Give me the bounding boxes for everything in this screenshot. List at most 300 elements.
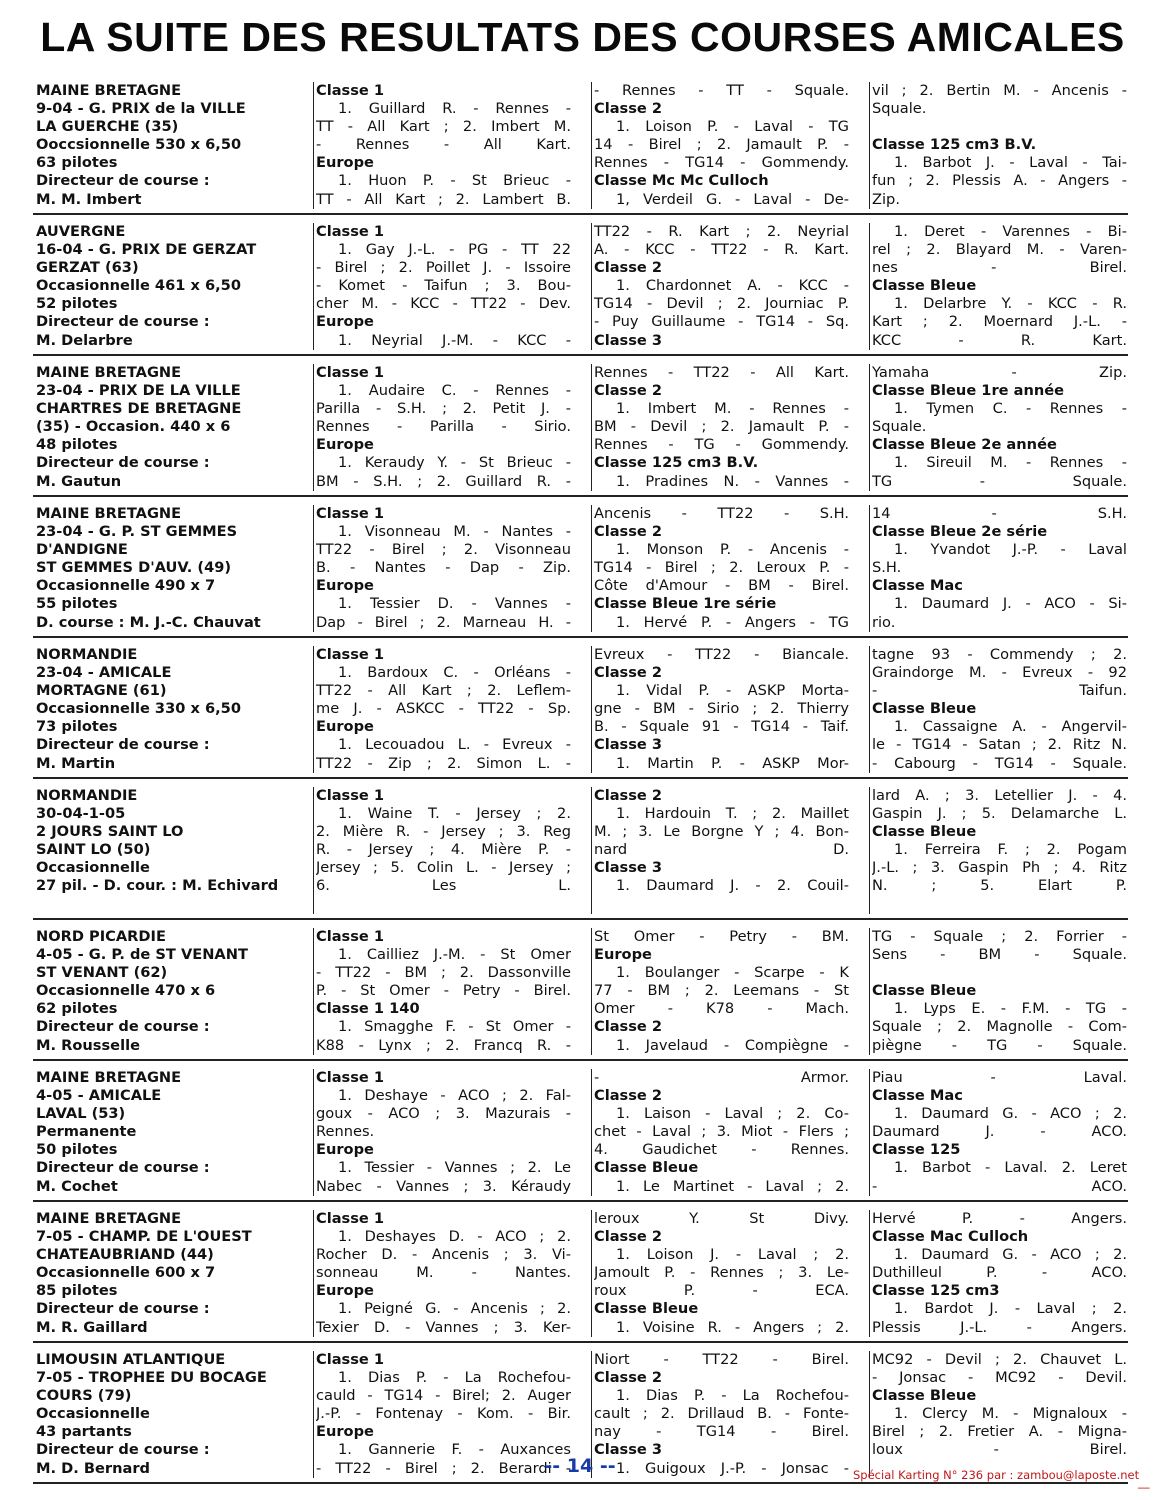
result-line: Jamoult P. - Rennes ; 3. Le-: [594, 1264, 849, 1282]
result-line: A. - KCC - TT22 - R. Kart.: [594, 241, 849, 259]
result-line: 1. Tessier D. - Vannes -: [338, 595, 571, 613]
race-result-block: [33, 787, 1128, 920]
result-line: 4. Gaudichet - Rennes.: [594, 1141, 849, 1159]
class-heading: Classe Mc Mc Culloch: [594, 172, 769, 190]
results-column: [313, 223, 571, 350]
race-info-line: CHATEAUBRIAND (44): [36, 1246, 214, 1264]
class-heading: Classe Bleue: [594, 1300, 699, 1318]
result-line: Jersey ; 5. Colin L. - Jersey ;: [316, 859, 571, 877]
race-info-line: M. Cochet: [36, 1177, 118, 1195]
page-number: -- 14 --: [544, 1455, 616, 1477]
result-line: 1. Gay J.-L. - PG - TT 22: [338, 241, 571, 259]
results-column: [591, 1210, 849, 1337]
race-info-line: Occasionnelle 600 x 7: [36, 1264, 216, 1282]
race-info-line: M. Gautun: [36, 472, 122, 490]
result-line: 2. Mière R. - Jersey ; 3. Reg: [316, 823, 571, 841]
result-line: Evreux - TT22 - Biancale.: [594, 646, 849, 663]
result-line: leroux Y. St Divy.: [594, 1210, 849, 1227]
result-line: 6. Les L.: [316, 877, 571, 895]
result-line: 1. Audaire C. - Rennes -: [338, 382, 571, 400]
race-info-line: D'ANDIGNE: [36, 541, 128, 559]
result-line: - Armor.: [594, 1069, 849, 1086]
class-heading: Classe 1: [316, 787, 385, 804]
result-line: rel ; 2. Blayard M. - Varen-: [872, 241, 1127, 259]
results-column: [869, 82, 1127, 209]
result-line: 14 - S.H.: [872, 505, 1127, 522]
result-line: 1. Dias P. - La Rochefou-: [616, 1387, 849, 1405]
race-info-line: 52 pilotes: [36, 295, 118, 313]
race-info-line: Ooccsionnelle 530 x 6,50: [36, 136, 242, 154]
result-line: 1. Lyps E. - F.M. - TG -: [894, 1000, 1127, 1018]
class-heading: Classe Bleue 2e série: [872, 523, 1048, 541]
result-line: N. ; 5. Elart P.: [872, 877, 1127, 895]
race-info-line: CHARTRES DE BRETAGNE: [36, 400, 242, 418]
race-info-line: Occasionnelle: [36, 859, 150, 877]
class-heading: Europe: [316, 718, 374, 736]
class-heading: Classe 2: [594, 1228, 663, 1246]
class-heading: Europe: [316, 1282, 374, 1300]
results-list: [33, 82, 1128, 1492]
results-column: [313, 1069, 571, 1196]
result-line: TG - Squale.: [872, 472, 1127, 490]
result-line: Birel ; 2. Fretier A. - Migna-: [872, 1423, 1127, 1441]
race-info-line: M. M. Imbert: [36, 190, 142, 208]
class-heading: Classe Mac: [872, 1087, 963, 1105]
class-heading: Classe 1: [316, 928, 385, 945]
result-line: Texier D. - Vannes ; 3. Ker-: [316, 1318, 571, 1336]
result-line: lard A. ; 3. Letellier J. - 4.: [872, 787, 1127, 804]
result-line: Dap - Birel ; 2. Marneau H. -: [316, 613, 571, 631]
result-line: Hervé P. - Angers.: [872, 1210, 1127, 1227]
class-heading: Classe Bleue 1re série: [594, 595, 777, 613]
class-heading: Classe 2: [594, 1087, 663, 1105]
result-line: TT - All Kart ; 2. Lambert B.: [316, 190, 571, 208]
result-line: - Rennes - All Kart.: [316, 136, 571, 154]
result-line: 1. Peigné G. - Ancenis ; 2.: [338, 1300, 571, 1318]
results-column: [869, 928, 1127, 1055]
result-line: 1. Barbot - Laval. 2. Leret: [894, 1159, 1127, 1177]
result-line: J.-P. - Fontenay - Kom. - Bir.: [316, 1405, 571, 1423]
result-line: TG - Squale ; 2. Forrier -: [872, 928, 1127, 945]
race-info-line: COURS (79): [36, 1387, 132, 1405]
result-line: St Omer - Petry - BM.: [594, 928, 849, 945]
class-heading: Classe 2: [594, 664, 663, 682]
result-line: Daumard J. - ACO.: [872, 1123, 1127, 1141]
race-info-line: GERZAT (63): [36, 259, 139, 277]
result-line: Squale.: [872, 418, 927, 436]
result-line: 1. Delarbre Y. - KCC - R.: [894, 295, 1127, 313]
results-column: [313, 646, 571, 773]
race-info-column: [36, 646, 296, 773]
results-column: [591, 364, 849, 491]
result-line: 1. Martin P. - ASKP Mor-: [616, 754, 849, 772]
result-line: Niort - TT22 - Birel.: [594, 1351, 849, 1368]
race-info-line: 7-05 - CHAMP. DE L'OUEST: [36, 1228, 252, 1246]
result-line: goux - ACO ; 3. Mazurais -: [316, 1105, 571, 1123]
results-column: [869, 223, 1127, 350]
result-line: 1. Voisine R. - Angers ; 2.: [616, 1318, 849, 1336]
race-result-block: [33, 1210, 1128, 1343]
results-column: [869, 646, 1127, 773]
result-line: Kart ; 2. Moernard J.-L. -: [872, 313, 1127, 331]
results-column: [313, 505, 571, 632]
result-line: 77 - BM ; 2. Leemans - St: [594, 982, 849, 1000]
race-info-line: Occasionnelle 490 x 7: [36, 577, 216, 595]
class-heading: Europe: [316, 313, 374, 331]
race-info-line: ST VENANT (62): [36, 964, 168, 982]
result-line: 1. Visonneau M. - Nantes -: [338, 523, 571, 541]
class-heading: Classe Bleue: [872, 823, 977, 841]
race-info-line: NORMANDIE: [36, 646, 138, 663]
race-info-line: 48 pilotes: [36, 436, 118, 454]
class-heading: Classe 3: [594, 736, 663, 754]
result-line: sonneau M. - Nantes.: [316, 1264, 571, 1282]
result-line: nay - TG14 - Birel.: [594, 1423, 849, 1441]
race-info-line: MORTAGNE (61): [36, 682, 167, 700]
result-line: rio.: [872, 613, 896, 631]
result-line: KCC - R. Kart.: [872, 331, 1127, 349]
result-line: 1. Tessier - Vannes ; 2. Le: [338, 1159, 571, 1177]
result-line: Nabec - Vannes ; 3. Kéraudy: [316, 1177, 571, 1195]
result-line: roux P. - ECA.: [594, 1282, 849, 1300]
race-result-block: [33, 928, 1128, 1061]
result-line: B. - Squale 91 - TG14 - Taif.: [594, 718, 849, 736]
race-info-line: MAINE BRETAGNE: [36, 1069, 182, 1086]
race-info-line: M. Martin: [36, 754, 116, 772]
race-result-block: [33, 505, 1128, 638]
class-heading: Classe 1: [316, 1210, 385, 1227]
class-heading: Classe Mac: [872, 577, 963, 595]
result-line: Rennes.: [316, 1123, 375, 1141]
class-heading: Europe: [594, 946, 652, 964]
race-info-line: 73 pilotes: [36, 718, 118, 736]
result-line: 1. Le Martinet - Laval ; 2.: [616, 1177, 849, 1195]
result-line: cault ; 2. Drillaud B. - Fonte-: [594, 1405, 849, 1423]
race-info-line: 27 pil. - D. cour. : M. Echivard: [36, 877, 279, 895]
result-line: 1. Cailliez J.-M. - St Omer: [338, 946, 571, 964]
result-line: 1. Cassaigne A. - Angervil-: [894, 718, 1127, 736]
result-line: 1. Lecouadou L. - Evreux -: [338, 736, 571, 754]
result-line: me J. - ASKCC - TT22 - Sp.: [316, 700, 571, 718]
result-line: TG14 - Devil ; 2. Journiac P.: [594, 295, 849, 313]
result-line: 1. Deshayes D. - ACO ; 2.: [338, 1228, 571, 1246]
result-line: - Birel ; 2. Poillet J. - Issoire: [316, 259, 571, 277]
race-info-line: LA GUERCHE (35): [36, 118, 179, 136]
results-column: [869, 1069, 1127, 1196]
result-line: piègne - TG - Squale.: [872, 1036, 1127, 1054]
class-heading: Classe 3: [594, 1441, 663, 1459]
race-info-line: D. course : M. J.-C. Chauvat: [36, 613, 261, 631]
class-heading: Classe 2: [594, 382, 663, 400]
class-heading: Classe 1: [316, 364, 385, 381]
result-line: Squale ; 2. Magnolle - Com-: [872, 1018, 1127, 1036]
result-line: Piau - Laval.: [872, 1069, 1127, 1086]
results-column: [869, 505, 1127, 632]
result-line: cher M. - KCC - TT22 - Dev.: [316, 295, 571, 313]
race-info-column: [36, 223, 296, 350]
result-line: chet - Laval ; 3. Miot - Flers ;: [594, 1123, 849, 1141]
class-heading: Classe 1: [316, 82, 385, 99]
race-result-block: [33, 1069, 1128, 1202]
class-heading: Classe 3: [594, 331, 663, 349]
race-info-line: LAVAL (53): [36, 1105, 126, 1123]
result-line: Zip.: [872, 190, 900, 208]
race-info-column: [36, 787, 296, 914]
result-line: - Jonsac - MC92 - Devil.: [872, 1369, 1127, 1387]
race-info-line: MAINE BRETAGNE: [36, 82, 182, 99]
result-line: 1. Barbot J. - Laval - Tai-: [894, 154, 1127, 172]
race-info-line: SAINT LO (50): [36, 841, 151, 859]
race-info-column: [36, 1069, 296, 1196]
result-line: nard D.: [594, 841, 849, 859]
credit-dash: __: [1138, 1475, 1150, 1489]
result-line: Rennes - TT22 - All Kart.: [594, 364, 849, 381]
result-line: 1. Clercy M. - Mignaloux -: [894, 1405, 1127, 1423]
results-column: [591, 787, 849, 914]
result-line: 1. Sireuil M. - Rennes -: [894, 454, 1127, 472]
result-line: K88 - Lynx ; 2. Francq R. -: [316, 1036, 571, 1054]
race-info-line: (35) - Occasion. 440 x 6: [36, 418, 231, 436]
race-info-column: [36, 1351, 296, 1478]
class-heading: Classe 1: [316, 646, 385, 663]
class-heading: Classe 2: [594, 1369, 663, 1387]
result-line: M. ; 3. Le Borgne Y ; 4. Bon-: [594, 823, 849, 841]
result-line: Yamaha - Zip.: [872, 364, 1127, 381]
result-line: 1. Dias P. - La Rochefou-: [338, 1369, 571, 1387]
result-line: BM - Devil ; 2. Jamault P. -: [594, 418, 849, 436]
race-info-line: 9-04 - G. PRIX de la VILLE: [36, 100, 246, 118]
race-info-line: LIMOUSIN ATLANTIQUE: [36, 1351, 226, 1368]
result-line: 1. Neyrial J.-M. - KCC -: [338, 331, 571, 349]
result-line: 14 - Birel ; 2. Jamault P. -: [594, 136, 849, 154]
class-heading: Classe Bleue: [594, 1159, 699, 1177]
result-line: Ancenis - TT22 - S.H.: [594, 505, 849, 522]
class-heading: Classe Mac Culloch: [872, 1228, 1029, 1246]
result-line: 1. Laison - Laval ; 2. Co-: [616, 1105, 849, 1123]
result-line: loux - Birel.: [872, 1441, 1127, 1459]
race-result-block: [33, 646, 1128, 779]
race-info-line: Directeur de course :: [36, 313, 210, 331]
race-info-line: Occasionnelle 330 x 6,50: [36, 700, 241, 718]
race-info-column: [36, 364, 296, 491]
race-info-column: [36, 928, 296, 1055]
class-heading: Europe: [316, 1423, 374, 1441]
result-line: Plessis J.-L. - Angers.: [872, 1318, 1127, 1336]
result-line: - Cabourg - TG14 - Squale.: [872, 754, 1127, 772]
result-line: 1. Yvandot J.-P. - Laval: [894, 541, 1127, 559]
result-line: - TT22 - Birel ; 2. Berardi -: [316, 1459, 571, 1477]
race-result-block: [33, 223, 1128, 356]
result-line: - Taifun.: [872, 682, 1127, 700]
class-heading: Classe 1 140: [316, 1000, 420, 1018]
result-line: P. - St Omer - Petry - Birel.: [316, 982, 571, 1000]
results-column: [313, 364, 571, 491]
result-line: Graindorge M. - Evreux - 92: [872, 664, 1127, 682]
result-line: fun ; 2. Plessis A. - Angers -: [872, 172, 1127, 190]
result-line: 1. Hardouin T. ; 2. Maillet: [616, 805, 849, 823]
result-line: 1. Hervé P. - Angers - TG: [616, 613, 849, 631]
race-info-line: Occasionnelle: [36, 1405, 150, 1423]
result-line: Rennes - TG14 - Gommendy.: [594, 154, 849, 172]
result-line: cauld - TG14 - Birel; 2. Auger: [316, 1387, 571, 1405]
race-info-line: MAINE BRETAGNE: [36, 1210, 182, 1227]
race-info-line: 23-04 - PRIX DE LA VILLE: [36, 382, 241, 400]
race-info-line: 62 pilotes: [36, 1000, 118, 1018]
result-line: 1. Smagghe F. - St Omer -: [338, 1018, 571, 1036]
class-heading: Classe 3: [594, 859, 663, 877]
race-info-line: 85 pilotes: [36, 1282, 118, 1300]
result-line: [872, 118, 1127, 136]
results-column: [591, 1069, 849, 1196]
result-line: 1. Bardoux C. - Orléans -: [338, 664, 571, 682]
class-heading: Classe Bleue: [872, 700, 977, 718]
result-line: Parilla - S.H. ; 2. Petit J. -: [316, 400, 571, 418]
race-info-line: Directeur de course :: [36, 1441, 210, 1459]
class-heading: Classe Bleue 2e année: [872, 436, 1057, 454]
results-column: [591, 223, 849, 350]
result-line: 1. Vidal P. - ASKP Morta-: [616, 682, 849, 700]
race-info-line: AUVERGNE: [36, 223, 126, 240]
result-line: TT22 - Zip ; 2. Simon L. -: [316, 754, 571, 772]
result-line: Côte d'Amour - BM - Birel.: [594, 577, 849, 595]
class-heading: Classe 125: [872, 1141, 961, 1159]
results-column: [869, 1210, 1127, 1337]
class-heading: Classe Bleue: [872, 277, 977, 295]
class-heading: Classe 2: [594, 100, 663, 118]
result-line: [872, 964, 1127, 982]
result-line: 1. Daumard G. - ACO ; 2.: [894, 1105, 1127, 1123]
race-info-line: MAINE BRETAGNE: [36, 505, 182, 522]
result-line: 1. Daumard G. - ACO ; 2.: [894, 1246, 1127, 1264]
result-line: 1. Ferreira F. ; 2. Pogam: [894, 841, 1127, 859]
result-line: TG14 - Birel ; 2. Leroux P. -: [594, 559, 849, 577]
class-heading: Classe 1: [316, 1069, 385, 1086]
race-info-line: Occasionnelle 461 x 6,50: [36, 277, 241, 295]
race-info-line: 55 pilotes: [36, 595, 118, 613]
result-line: 1. Pradines N. - Vannes -: [616, 472, 849, 490]
race-info-line: M. Rousselle: [36, 1036, 140, 1054]
race-info-column: [36, 82, 296, 209]
results-column: [869, 364, 1127, 491]
race-info-line: Directeur de course :: [36, 1159, 210, 1177]
results-column: [591, 928, 849, 1055]
result-line: 1. Huon P. - St Brieuc -: [338, 172, 571, 190]
result-line: tagne 93 - Commendy ; 2.: [872, 646, 1127, 663]
race-info-line: M. Delarbre: [36, 331, 133, 349]
class-heading: Europe: [316, 154, 374, 172]
class-heading: Classe Bleue 1re année: [872, 382, 1065, 400]
race-info-line: Directeur de course :: [36, 454, 210, 472]
result-line: 1. Gannerie F. - Auxances: [338, 1441, 571, 1459]
race-info-line: 4-05 - G. P. de ST VENANT: [36, 946, 248, 964]
result-line: 1. Chardonnet A. - KCC -: [616, 277, 849, 295]
race-info-line: Occasionnelle 470 x 6: [36, 982, 216, 1000]
race-info-line: M. D. Bernard: [36, 1459, 150, 1477]
results-column: [869, 1351, 1127, 1478]
result-line: 1. Monson P. - Ancenis -: [616, 541, 849, 559]
result-line: TT22 - Birel ; 2. Visonneau: [316, 541, 571, 559]
credit-line: Spécial Karting N° 236 par : zambou@laposte.net: [853, 1468, 1140, 1482]
result-line: BM - S.H. ; 2. Guillard R. -: [316, 472, 571, 490]
race-info-line: Directeur de course :: [36, 1300, 210, 1318]
result-line: 1. Deshaye - ACO ; 2. Fal-: [338, 1087, 571, 1105]
result-line: 1. Bardot J. - Laval ; 2.: [894, 1300, 1127, 1318]
race-info-line: Directeur de course :: [36, 736, 210, 754]
race-info-line: 50 pilotes: [36, 1141, 118, 1159]
results-column: [313, 1210, 571, 1337]
results-column: [591, 505, 849, 632]
class-heading: Europe: [316, 1141, 374, 1159]
result-line: - Komet - Taifun ; 3. Bou-: [316, 277, 571, 295]
result-line: TT22 - R. Kart ; 2. Neyrial: [594, 223, 849, 240]
race-info-line: ST GEMMES D'AUV. (49): [36, 559, 232, 577]
result-line: - ACO.: [872, 1177, 1127, 1195]
class-heading: Classe 1: [316, 1351, 385, 1368]
class-heading: Classe Bleue: [872, 982, 977, 1000]
result-line: S.H.: [872, 559, 902, 577]
race-info-line: MAINE BRETAGNE: [36, 364, 182, 381]
result-line: vil ; 2. Bertin M. - Ancenis -: [872, 82, 1127, 99]
result-line: 1. Boulanger - Scarpe - K: [616, 964, 849, 982]
race-result-block: [33, 82, 1128, 215]
race-result-block: [33, 364, 1128, 497]
result-line: Gaspin J. ; 5. Delamarche L.: [872, 805, 1127, 823]
result-line: 1. Loison P. - Laval - TG: [616, 118, 849, 136]
class-heading: Classe 2: [594, 259, 663, 277]
result-line: Rennes - TG - Gommendy.: [594, 436, 849, 454]
class-heading: Classe 125 cm3 B.V.: [872, 136, 1037, 154]
result-line: 1. Guigoux J.-P. - Jonsac -: [616, 1459, 849, 1477]
result-line: - Rennes - TT - Squale.: [594, 82, 849, 99]
result-line: Rocher D. - Ancenis ; 3. Vi-: [316, 1246, 571, 1264]
results-column: [591, 646, 849, 773]
result-line: 1. Daumard J. - 2. Couil-: [616, 877, 849, 895]
race-info-line: 4-05 - AMICALE: [36, 1087, 162, 1105]
result-line: 1. Tymen C. - Rennes -: [894, 400, 1127, 418]
result-line: 1. Loison J. - Laval ; 2.: [616, 1246, 849, 1264]
results-column: [313, 787, 571, 914]
class-heading: Europe: [316, 577, 374, 595]
class-heading: Classe 125 cm3 B.V.: [594, 454, 759, 472]
result-line: 1. Deret - Varennes - Bi-: [894, 223, 1127, 240]
result-line: 1. Guillard R. - Rennes -: [338, 100, 571, 118]
result-line: B. - Nantes - Dap - Zip.: [316, 559, 571, 577]
class-heading: Classe 2: [594, 1018, 663, 1036]
result-line: gne - BM - Sirio ; 2. Thierry: [594, 700, 849, 718]
results-column: [313, 928, 571, 1055]
result-line: Duthilleul P. - ACO.: [872, 1264, 1127, 1282]
class-heading: Classe 125 cm3: [872, 1282, 1000, 1300]
race-info-line: NORMANDIE: [36, 787, 138, 804]
result-line: - Puy Guillaume - TG14 - Sq.: [594, 313, 849, 331]
race-info-line: 63 pilotes: [36, 154, 118, 172]
result-line: Sens - BM - Squale.: [872, 946, 1127, 964]
race-info-line: 16-04 - G. PRIX DE GERZAT: [36, 241, 257, 259]
race-info-line: 23-04 - G. P. ST GEMMES: [36, 523, 238, 541]
race-info-line: Permanente: [36, 1123, 137, 1141]
result-line: 1. Keraudy Y. - St Brieuc -: [338, 454, 571, 472]
race-info-line: 23-04 - AMICALE: [36, 664, 172, 682]
race-info-column: [36, 1210, 296, 1337]
race-info-line: Directeur de course :: [36, 1018, 210, 1036]
results-column: [869, 787, 1127, 914]
result-line: R. - Jersey ; 4. Mière P. -: [316, 841, 571, 859]
race-info-line: M. R. Gaillard: [36, 1318, 148, 1336]
class-heading: Classe Bleue: [872, 1387, 977, 1405]
result-line: MC92 - Devil ; 2. Chauvet L.: [872, 1351, 1127, 1368]
class-heading: Europe: [316, 436, 374, 454]
race-info-line: 2 JOURS SAINT LO: [36, 823, 184, 841]
